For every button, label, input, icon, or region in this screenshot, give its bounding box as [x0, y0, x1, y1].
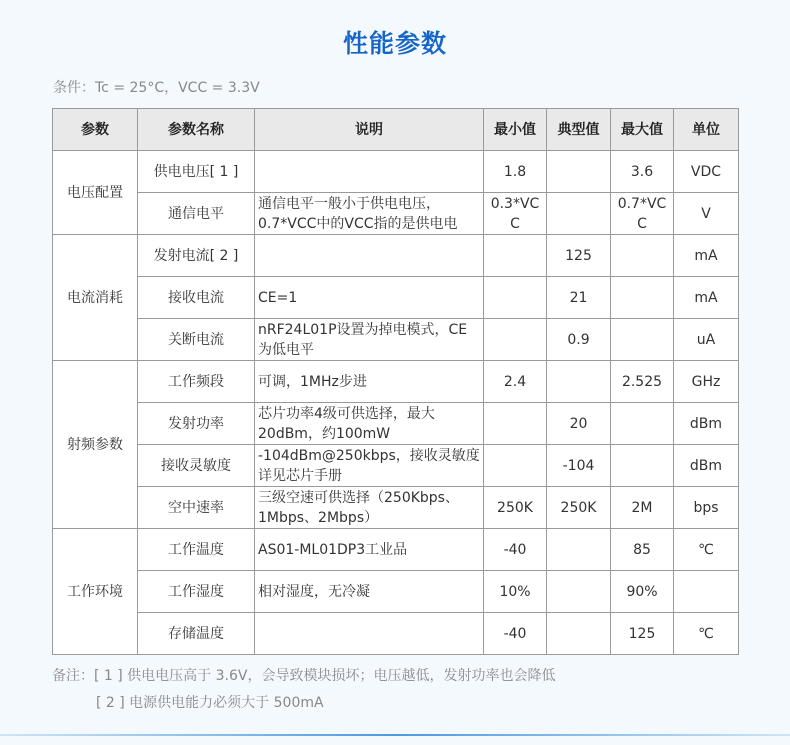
- row-name: 接收电流: [138, 277, 255, 319]
- table-row: [53, 403, 739, 445]
- row-max: [611, 235, 674, 277]
- row-desc: [255, 151, 484, 193]
- header-min: 最小值: [484, 109, 547, 151]
- table-row: [53, 151, 739, 193]
- row-name: 空中速率: [138, 487, 255, 529]
- row-min: [484, 445, 547, 487]
- row-typ: [547, 151, 611, 193]
- row-unit: dBm: [674, 445, 739, 487]
- group-rf: 射频参数: [53, 361, 138, 529]
- row-min: -40: [484, 529, 547, 571]
- row-desc: [255, 235, 484, 277]
- row-name: 关断电流: [138, 319, 255, 361]
- note-1: 备注：[ 1 ] 供电电压高于 3.6V，会导致模块损坏；电压越低，发射功率也会降低: [52, 668, 556, 684]
- row-max: [611, 445, 674, 487]
- row-typ: [547, 193, 611, 235]
- row-unit: uA: [674, 319, 739, 361]
- row-min: 10%: [484, 571, 547, 613]
- row-max: 3.6: [611, 151, 674, 193]
- row-typ: [547, 571, 611, 613]
- row-typ: [547, 613, 611, 655]
- row-desc: -104dBm@250kbps，接收灵敏度详见芯片手册: [255, 445, 484, 487]
- row-unit: dBm: [674, 403, 739, 445]
- table-row: [53, 571, 739, 613]
- row-desc: AS01-ML01DP3工业品: [255, 529, 484, 571]
- table-row: [53, 445, 739, 487]
- note-2: [ 2 ] 电源供电能力必须大于 500mA: [96, 695, 324, 711]
- table-header-row: [53, 109, 739, 151]
- row-name: 发射功率: [138, 403, 255, 445]
- row-unit: bps: [674, 487, 739, 529]
- row-max: 125: [611, 613, 674, 655]
- table-row: [53, 529, 739, 571]
- row-max: 2.525: [611, 361, 674, 403]
- row-desc: 相对湿度，无冷凝: [255, 571, 484, 613]
- row-name: 存储温度: [138, 613, 255, 655]
- row-typ: 250K: [547, 487, 611, 529]
- row-name: 工作温度: [138, 529, 255, 571]
- group-env: 工作环境: [53, 529, 138, 655]
- row-name: 工作频段: [138, 361, 255, 403]
- row-min: 0.3*VCC: [484, 193, 547, 235]
- row-name: 供电电压[ 1 ]: [138, 151, 255, 193]
- row-unit: mA: [674, 235, 739, 277]
- row-name: 通信电平: [138, 193, 255, 235]
- row-typ: 20: [547, 403, 611, 445]
- notes: [52, 663, 555, 717]
- row-unit: ℃: [674, 529, 739, 571]
- bottom-divider: [0, 734, 790, 736]
- row-unit: VDC: [674, 151, 739, 193]
- row-max: 0.7*VCC: [611, 193, 674, 235]
- row-min: [484, 403, 547, 445]
- row-max: [611, 277, 674, 319]
- header-desc: 说明: [255, 109, 484, 151]
- row-max: 90%: [611, 571, 674, 613]
- row-desc: 芯片功率4级可供选择，最大20dBm，约100mW: [255, 403, 484, 445]
- row-max: [611, 403, 674, 445]
- row-unit: mA: [674, 277, 739, 319]
- row-min: [484, 277, 547, 319]
- table-row: [53, 613, 739, 655]
- table-row: [53, 193, 739, 235]
- row-desc: nRF24L01P设置为掉电模式，CE为低电平: [255, 319, 484, 361]
- row-typ: [547, 529, 611, 571]
- row-name: 接收灵敏度: [138, 445, 255, 487]
- row-desc: CE=1: [255, 277, 484, 319]
- page-title: 性能参数: [342, 29, 447, 58]
- row-typ: 0.9: [547, 319, 611, 361]
- row-max: [611, 319, 674, 361]
- row-max: 85: [611, 529, 674, 571]
- header-max: 最大值: [611, 109, 674, 151]
- header-name: 参数名称: [138, 109, 255, 151]
- table-row: [53, 361, 739, 403]
- row-unit: V: [674, 193, 739, 235]
- row-min: [484, 235, 547, 277]
- spec-table: [52, 108, 739, 655]
- row-typ: [547, 361, 611, 403]
- header-param: 参数: [53, 109, 138, 151]
- header-typ: 典型值: [547, 109, 611, 151]
- row-typ: 21: [547, 277, 611, 319]
- row-typ: 125: [547, 235, 611, 277]
- row-unit: GHz: [674, 361, 739, 403]
- row-unit: [674, 571, 739, 613]
- row-min: 2.4: [484, 361, 547, 403]
- table-row: [53, 319, 739, 361]
- row-typ: -104: [547, 445, 611, 487]
- row-desc: 可调，1MHz步进: [255, 361, 484, 403]
- header-unit: 单位: [674, 109, 739, 151]
- row-name: 工作湿度: [138, 571, 255, 613]
- row-min: 1.8: [484, 151, 547, 193]
- group-power: 电压配置: [53, 151, 138, 235]
- test-condition: 条件：Tc = 25°C，VCC = 3.3V: [53, 80, 260, 96]
- table-row: [53, 235, 739, 277]
- row-min: -40: [484, 613, 547, 655]
- row-min: 250K: [484, 487, 547, 529]
- row-desc: [255, 613, 484, 655]
- table-row: [53, 487, 739, 529]
- row-desc: 三级空速可供选择（250Kbps、1Mbps、2Mbps）: [255, 487, 484, 529]
- row-desc: 通信电平一般小于供电电压，0.7*VCC中的VCC指的是供电电: [255, 193, 484, 235]
- group-current: 电流消耗: [53, 235, 138, 361]
- row-name: 发射电流[ 2 ]: [138, 235, 255, 277]
- row-unit: ℃: [674, 613, 739, 655]
- table-row: [53, 277, 739, 319]
- row-min: [484, 319, 547, 361]
- row-max: 2M: [611, 487, 674, 529]
